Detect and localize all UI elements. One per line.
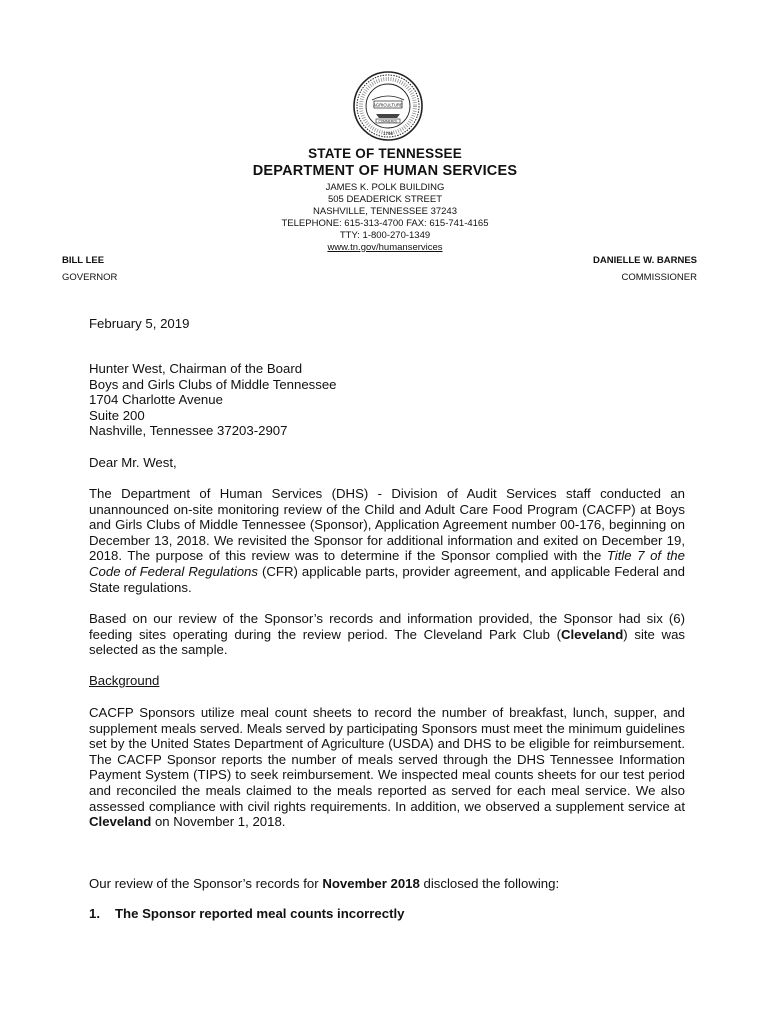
governor-name: BILL LEE (62, 255, 105, 266)
site-name: Cleveland (560, 626, 624, 642)
commissioner-title: COMMISSIONER (621, 272, 697, 283)
finding-title: The Sponsor reported meal counts incorrectly (115, 906, 405, 921)
letterhead-website-link[interactable]: www.tn.gov/humanservices (327, 242, 443, 253)
paragraph-review-period: Our review of the Sponsor’s records for November 2018 disclosed the following: (89, 876, 560, 891)
paragraph-sample-selection: Based on our review of the Sponsor’s records and information provided, the Sponsor had six (6) feeding sites operating during the review period. The Cleveland Park Club (Cleveland) site was selected as the sample. (89, 611, 685, 658)
cfr-title: Title 7 of the Code of Federal Regulations (89, 548, 685, 579)
finding-number: 1. (89, 906, 100, 921)
svg-text:1796: 1796 (382, 131, 394, 136)
tennessee-state-seal (352, 70, 424, 142)
svg-text:AGRICULTURE: AGRICULTURE (373, 102, 403, 108)
salutation: Dear Mr. West, (89, 455, 177, 470)
recipient-address (89, 361, 685, 439)
letterhead-city: NASHVILLE, TENNESSEE 37243 (313, 206, 457, 217)
commissioner-name: DANIELLE W. BARNES (593, 255, 697, 266)
letter-date: February 5, 2019 (89, 316, 190, 331)
letterhead-building: JAMES K. POLK BUILDING (325, 182, 445, 193)
governor-title: GOVERNOR (62, 272, 118, 283)
address-line: Suite 200 (89, 407, 145, 423)
review-month: November 2018 (322, 876, 420, 891)
letterhead-phone: TELEPHONE: 615-313-4700 FAX: 615-741-4165 (281, 218, 489, 229)
finding-heading (89, 906, 685, 922)
letterhead-state: STATE OF TENNESSEE (308, 146, 462, 161)
svg-text:COMMERCE: COMMERCE (378, 119, 398, 124)
paragraph-background: CACFP Sponsors utilize meal count sheets to record the number of breakfast, lunch, supper, and supplement meals served. Meals served by participating Sponsors must meet the minimum guidelines set by the United States Department of Agriculture (USDA) and DHS to be eligible for reimbursement. The CACFP Sponsor reports the number of meals served through the DHS Tennessee Information Payment System (TIPS) to seek reimbursement. We inspected meal counts sheets for our test period and reconciled the meals claimed to the meals reported as served for each meal service. We also assessed compliance with civil rights requirements. In addition, we observed a supplement service at Cleveland on November 1, 2018. (89, 705, 685, 830)
address-line: 1704 Charlotte Avenue (89, 392, 223, 408)
paragraph-introduction: The Department of Human Services (DHS) - Division of Audit Services staff conducted an unannounced on-site monitoring review of the Child and Adult Care Food Program (CACFP) at Boys and Girls Clubs of Middle Tennessee (Sponsor), Application Agreement number 00-176, beginning on December 13, 2018. We revisited the Sponsor for additional information and exited on December 19, 2018. The purpose of this review was to determine if the Sponsor complied with the Title 7 of the Code of Federal Regulations (CFR) applicable parts, provider agreement, and applicable Federal and State regulations. (89, 486, 685, 595)
site-name: Cleveland (89, 814, 152, 830)
letterhead-street: 505 DEADERICK STREET (327, 194, 443, 205)
background-heading: Background (89, 673, 160, 688)
letterhead-tty: TTY: 1-800-270-1349 (339, 230, 431, 241)
address-line: Hunter West, Chairman of the Board (89, 361, 303, 376)
address-line: Boys and Girls Clubs of Middle Tennessee (89, 376, 337, 392)
address-line: Nashville, Tennessee 37203-2907 (89, 423, 288, 439)
letterhead-department: DEPARTMENT OF HUMAN SERVICES (252, 163, 518, 179)
